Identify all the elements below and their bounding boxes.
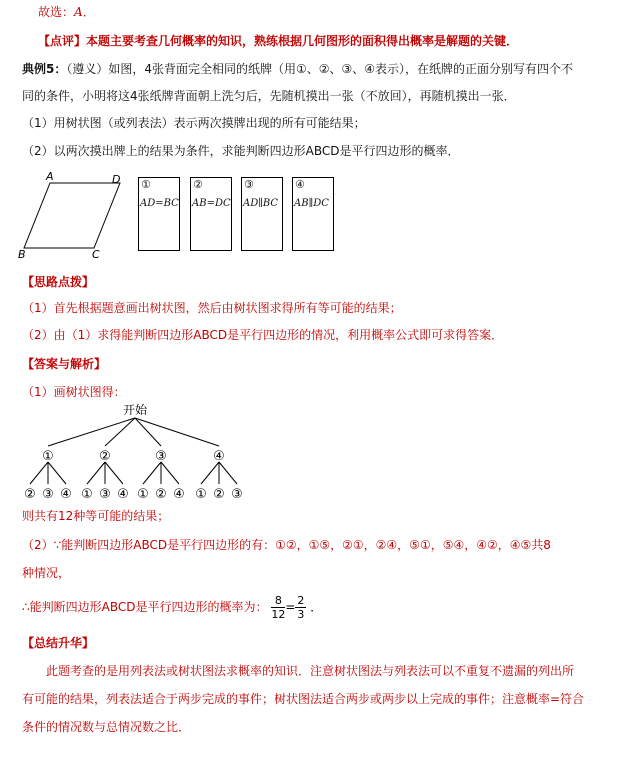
answer-step-2: （2）∵能判断四边形ABCD是平行四边形的有：①②，①⑤，②①，②④，⑤①，⑤④，④②，④⑤共8 bbox=[22, 538, 551, 552]
tree-leaf: ① bbox=[195, 487, 207, 502]
thinking-1: （1）首先根据题意画出树状图，然后由树状图求得所有等可能的结果； bbox=[22, 301, 402, 315]
section-thinking: 【思路点拨】 bbox=[22, 275, 95, 289]
tree-leaf: ② bbox=[213, 487, 225, 502]
example-title-line bbox=[22, 61, 573, 77]
card-2 bbox=[190, 177, 232, 251]
example-text: （遵义）如图，4张背面完全相同的纸牌（用①、②、③、④表示），在纸牌的正面分别写有四个不 bbox=[66, 62, 574, 76]
card-3-number: ③ bbox=[244, 178, 254, 191]
section-answer: 【答案与解析】 bbox=[22, 357, 107, 371]
card-4-number: ④ bbox=[295, 178, 305, 191]
tree-leaf: ④ bbox=[60, 487, 72, 502]
tree-leaf: ① bbox=[81, 487, 93, 502]
summary-1: 此题考查的是用列表法或树状图法求概率的知识．注意树状图法与列表法可以不重复不遗漏的列出所 bbox=[46, 664, 575, 678]
card-2-condition: AB=DC bbox=[192, 198, 231, 209]
tree-l1-node: ① bbox=[42, 449, 54, 464]
tree-leaf: ④ bbox=[173, 487, 185, 502]
comment-line: 【点评】本题主要考查几何概率的知识，熟练根据几何图形的面积得出概率是解题的关键． bbox=[38, 34, 519, 48]
tree-l1-node: ② bbox=[99, 449, 111, 464]
card-3-condition: AD∥BC bbox=[243, 198, 279, 209]
fraction-numerator: 8 bbox=[271, 594, 285, 608]
vertex-a: A bbox=[46, 170, 54, 183]
answer-choice: A bbox=[74, 5, 83, 19]
card-4 bbox=[292, 177, 334, 251]
parallelogram-figure bbox=[18, 168, 128, 260]
tree-root: 开始 bbox=[122, 403, 148, 417]
card-1-condition: AD=BC bbox=[140, 198, 179, 209]
fraction-denominator: 12 bbox=[271, 608, 286, 621]
answer-step-2-cont: 种情况， bbox=[22, 566, 71, 580]
tree-edges bbox=[30, 418, 237, 484]
card-4-condition: AB∥DC bbox=[294, 198, 329, 209]
question-2: （2）以两次摸出牌上的结果为条件，求能判断四边形ABCD是平行四边形的概率． bbox=[22, 144, 460, 158]
vertex-d: D bbox=[112, 173, 121, 186]
summary-2: 有可能的结果，列表法适合于两步完成的事件；树状图法适合两步或两步以上完成的事件；注意概率=符合 bbox=[22, 692, 585, 706]
probability-line bbox=[22, 592, 322, 622]
tree-diagram bbox=[14, 400, 254, 506]
vertex-c: C bbox=[92, 248, 100, 260]
probability-end: ． bbox=[310, 600, 323, 614]
thinking-2: （2）由（1）求得能判断四边形ABCD是平行四边形的情况，利用概率公式即可求得答案． bbox=[22, 328, 504, 342]
tree-leaf: ② bbox=[24, 487, 36, 502]
answer-label: 故选： bbox=[38, 5, 75, 19]
probability-text: ∴能判断四边形ABCD是平行四边形的概率为： bbox=[22, 600, 268, 614]
answer-line bbox=[38, 4, 95, 20]
answer-step-1: （1）画树状图得： bbox=[22, 385, 126, 399]
fraction-8-12 bbox=[271, 594, 285, 621]
example-text-2: 同的条件，小明将这4张纸牌背面朝上洗匀后，先随机摸出一张（不放回），再随机摸出一张． bbox=[22, 89, 516, 103]
equals-sign: = bbox=[285, 600, 296, 614]
vertex-b: B bbox=[18, 248, 26, 260]
tree-l1-node: ③ bbox=[155, 449, 167, 464]
tree-leaf: ③ bbox=[231, 487, 243, 502]
fraction-denominator: 3 bbox=[297, 608, 305, 621]
example-label: 典例5： bbox=[22, 62, 67, 76]
tree-leaf: ② bbox=[155, 487, 167, 502]
tree-leaf: ④ bbox=[117, 487, 129, 502]
summary-3: 条件的情况数与总情况数之比． bbox=[22, 720, 191, 734]
card-1-number: ① bbox=[141, 178, 151, 191]
tree-l1-node: ④ bbox=[213, 449, 225, 464]
card-3 bbox=[241, 177, 283, 251]
tree-leaf: ③ bbox=[99, 487, 111, 502]
parallelogram-shape bbox=[24, 183, 120, 248]
answer-end: ． bbox=[82, 5, 95, 19]
section-summary: 【总结升华】 bbox=[22, 636, 95, 650]
fraction-numerator: 2 bbox=[297, 594, 305, 607]
answer-total-results: 则共有12种等可能的结果； bbox=[22, 509, 170, 523]
fraction-2-3 bbox=[295, 594, 306, 621]
tree-leaf: ③ bbox=[42, 487, 54, 502]
tree-leaf: ① bbox=[137, 487, 149, 502]
card-2-number: ② bbox=[193, 178, 203, 191]
card-1 bbox=[138, 177, 180, 251]
question-1: （1）用树状图（或列表法）表示两次摸牌出现的所有可能结果； bbox=[22, 116, 366, 130]
